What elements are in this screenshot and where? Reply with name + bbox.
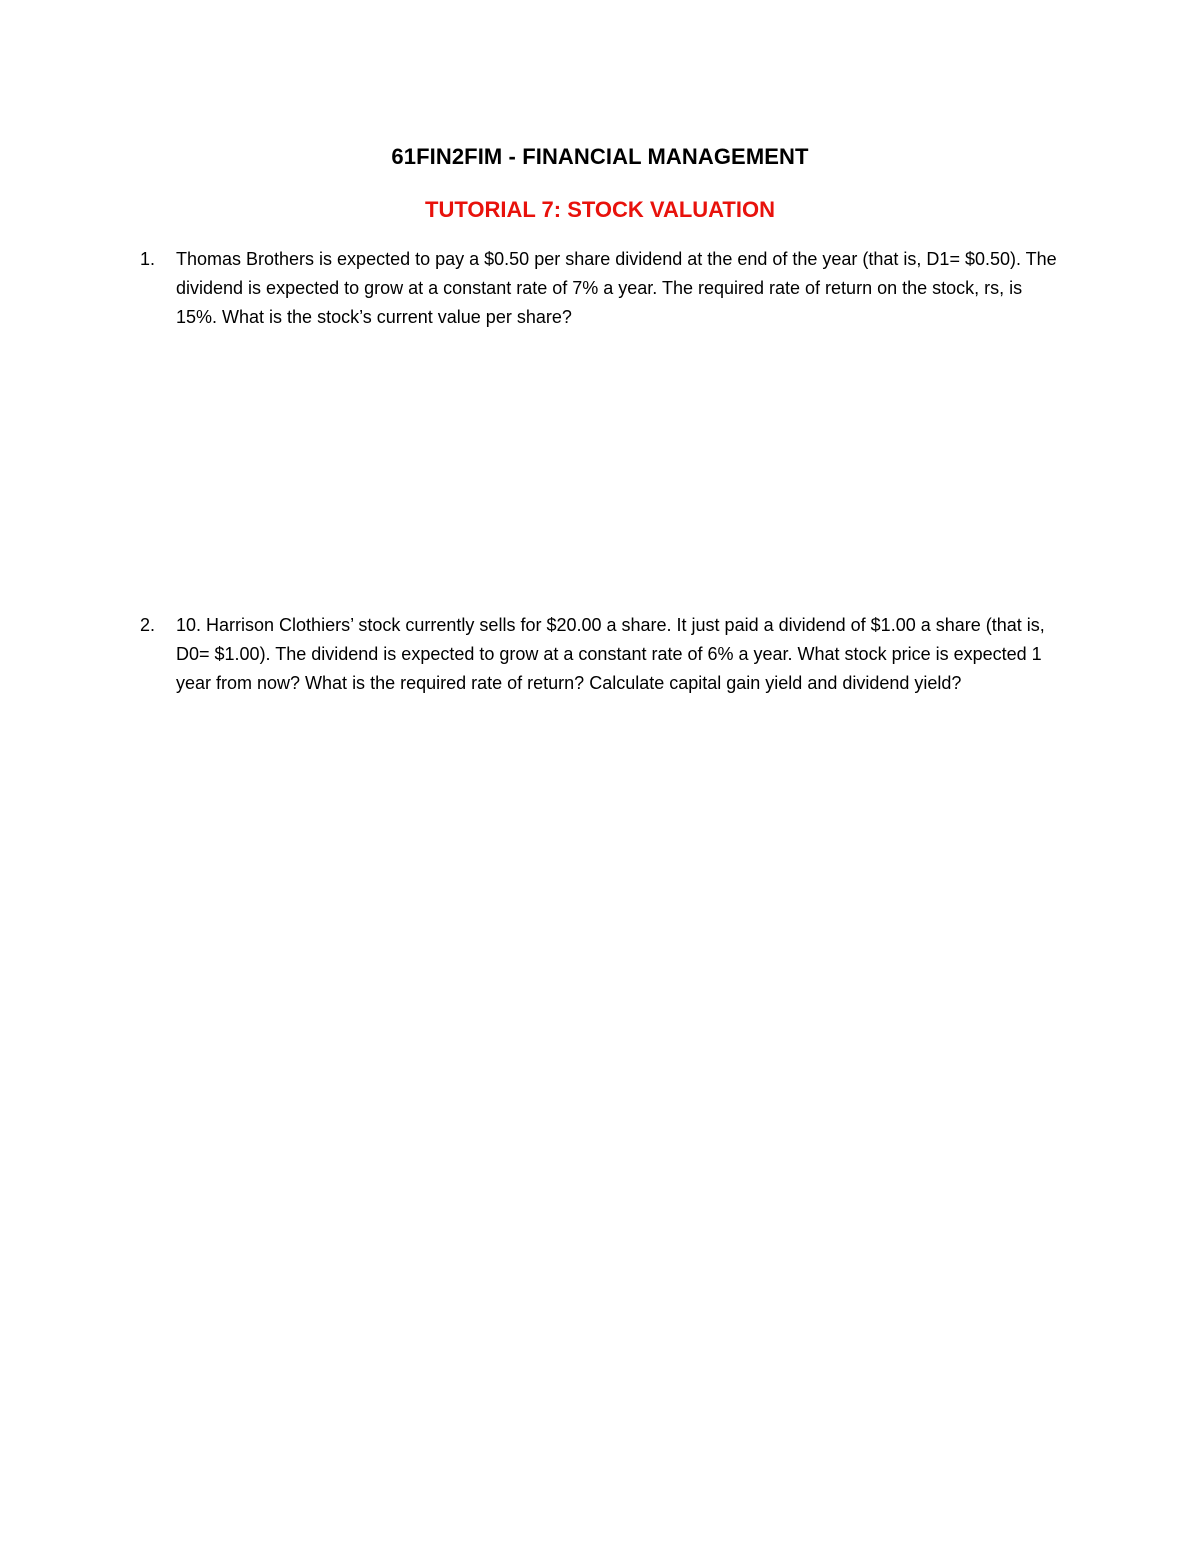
tutorial-title: TUTORIAL 7: STOCK VALUATION — [425, 197, 775, 222]
question-1-text: Thomas Brothers is expected to pay a $0.50 per share dividend at the end of the year (that is, D1= $0.50). The dividend is expected to grow at a constant rate of 7% a year. The required rate of return on the stock, rs, is 15%. What is the stock’s current value per share? — [176, 249, 1057, 327]
question-2-number: 2. — [140, 615, 156, 635]
question-1-number: 1. — [140, 249, 156, 269]
course-title: 61FIN2FIM - FINANCIAL MANAGEMENT — [391, 144, 809, 169]
question-2 — [140, 611, 1080, 698]
question-2-text: 10. Harrison Clothiers’ stock currently sells for $20.00 a share. It just paid a dividend of $1.00 a share (that is, D0= $1.00). The dividend is expected to grow at a constant rate of 6% a year. What stock price is expected 1 year from now? What is the required rate of return? Calculate capital gain yield and dividend yield? — [176, 615, 1045, 693]
question-1 — [140, 245, 1080, 332]
